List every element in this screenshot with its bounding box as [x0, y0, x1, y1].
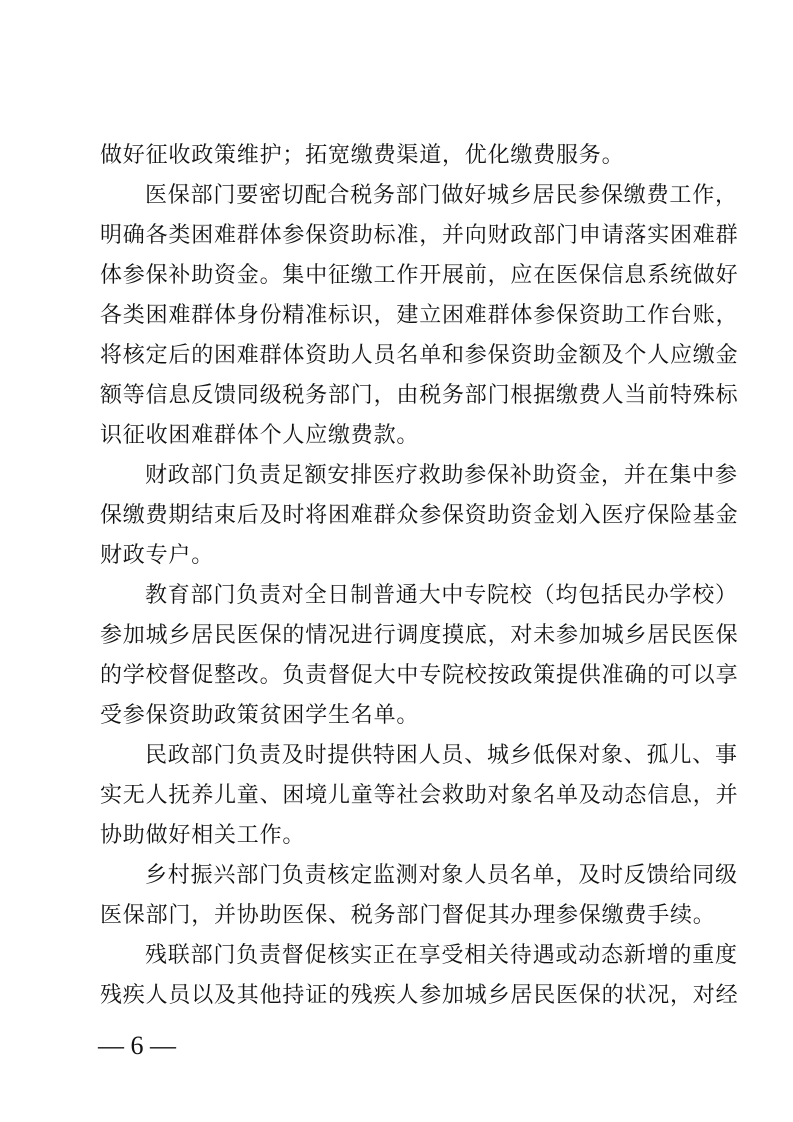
- text-line: 医保部门要密切配合税务部门做好城乡居民参保缴费工作，: [145, 183, 738, 208]
- text-line: 受参保资助政策贫困学生名单。: [100, 703, 420, 728]
- text-line: 明确各类困难群体参保资助标准，并向财政部门申请落实困难群: [100, 223, 739, 248]
- text-line: 额等信息反馈同级税务部门，由税务部门根据缴费人当前特殊标: [100, 383, 739, 408]
- text-line: 识征收困难群体个人应缴费款。: [100, 423, 420, 448]
- text-line: 的学校督促整改。负责督促大中专院校按政策提供准确的可以享: [100, 663, 739, 688]
- text-line: 残联部门负责督促核实正在享受相关待遇或动态新增的重度: [145, 943, 738, 968]
- text-line: 将核定后的困难群体资助人员名单和参保资助金额及个人应缴金: [100, 343, 739, 368]
- text-line: 保缴费期结束后及时将困难群众参保资助资金划入医疗保险基金: [100, 503, 739, 528]
- text-line: 残疾人员以及其他持证的残疾人参加城乡居民医保的状况，对经: [100, 983, 739, 1008]
- text-line: 医保部门，并协助医保、税务部门督促其办理参保缴费手续。: [100, 903, 716, 928]
- text-line: 教育部门负责对全日制普通大中专院校（均包括民办学校）: [145, 583, 738, 608]
- text-line: 民政部门负责及时提供特困人员、城乡低保对象、孤儿、事: [145, 743, 738, 768]
- text-line: 财政专户。: [100, 543, 215, 568]
- text-line: 体参保补助资金。集中征缴工作开展前，应在医保信息系统做好: [100, 263, 739, 288]
- text-line: 做好征收政策维护；拓宽缴费渠道，优化缴费服务。: [100, 143, 625, 168]
- text-line: 参加城乡居民医保的情况进行调度摸底，对未参加城乡居民医保: [100, 623, 739, 648]
- text-line: 乡村振兴部门负责核定监测对象人员名单，及时反馈给同级: [145, 863, 738, 888]
- text-line: 各类困难群体身份精准标识，建立困难群体参保资助工作台账，: [100, 303, 739, 328]
- page-number: — 6 —: [98, 1031, 176, 1060]
- text-line: 财政部门负责足额安排医疗救助参保补助资金，并在集中参: [145, 463, 738, 488]
- text-line: 协助做好相关工作。: [100, 823, 306, 848]
- text-line: 实无人抚养儿童、困境儿童等社会救助对象名单及动态信息，并: [100, 783, 739, 808]
